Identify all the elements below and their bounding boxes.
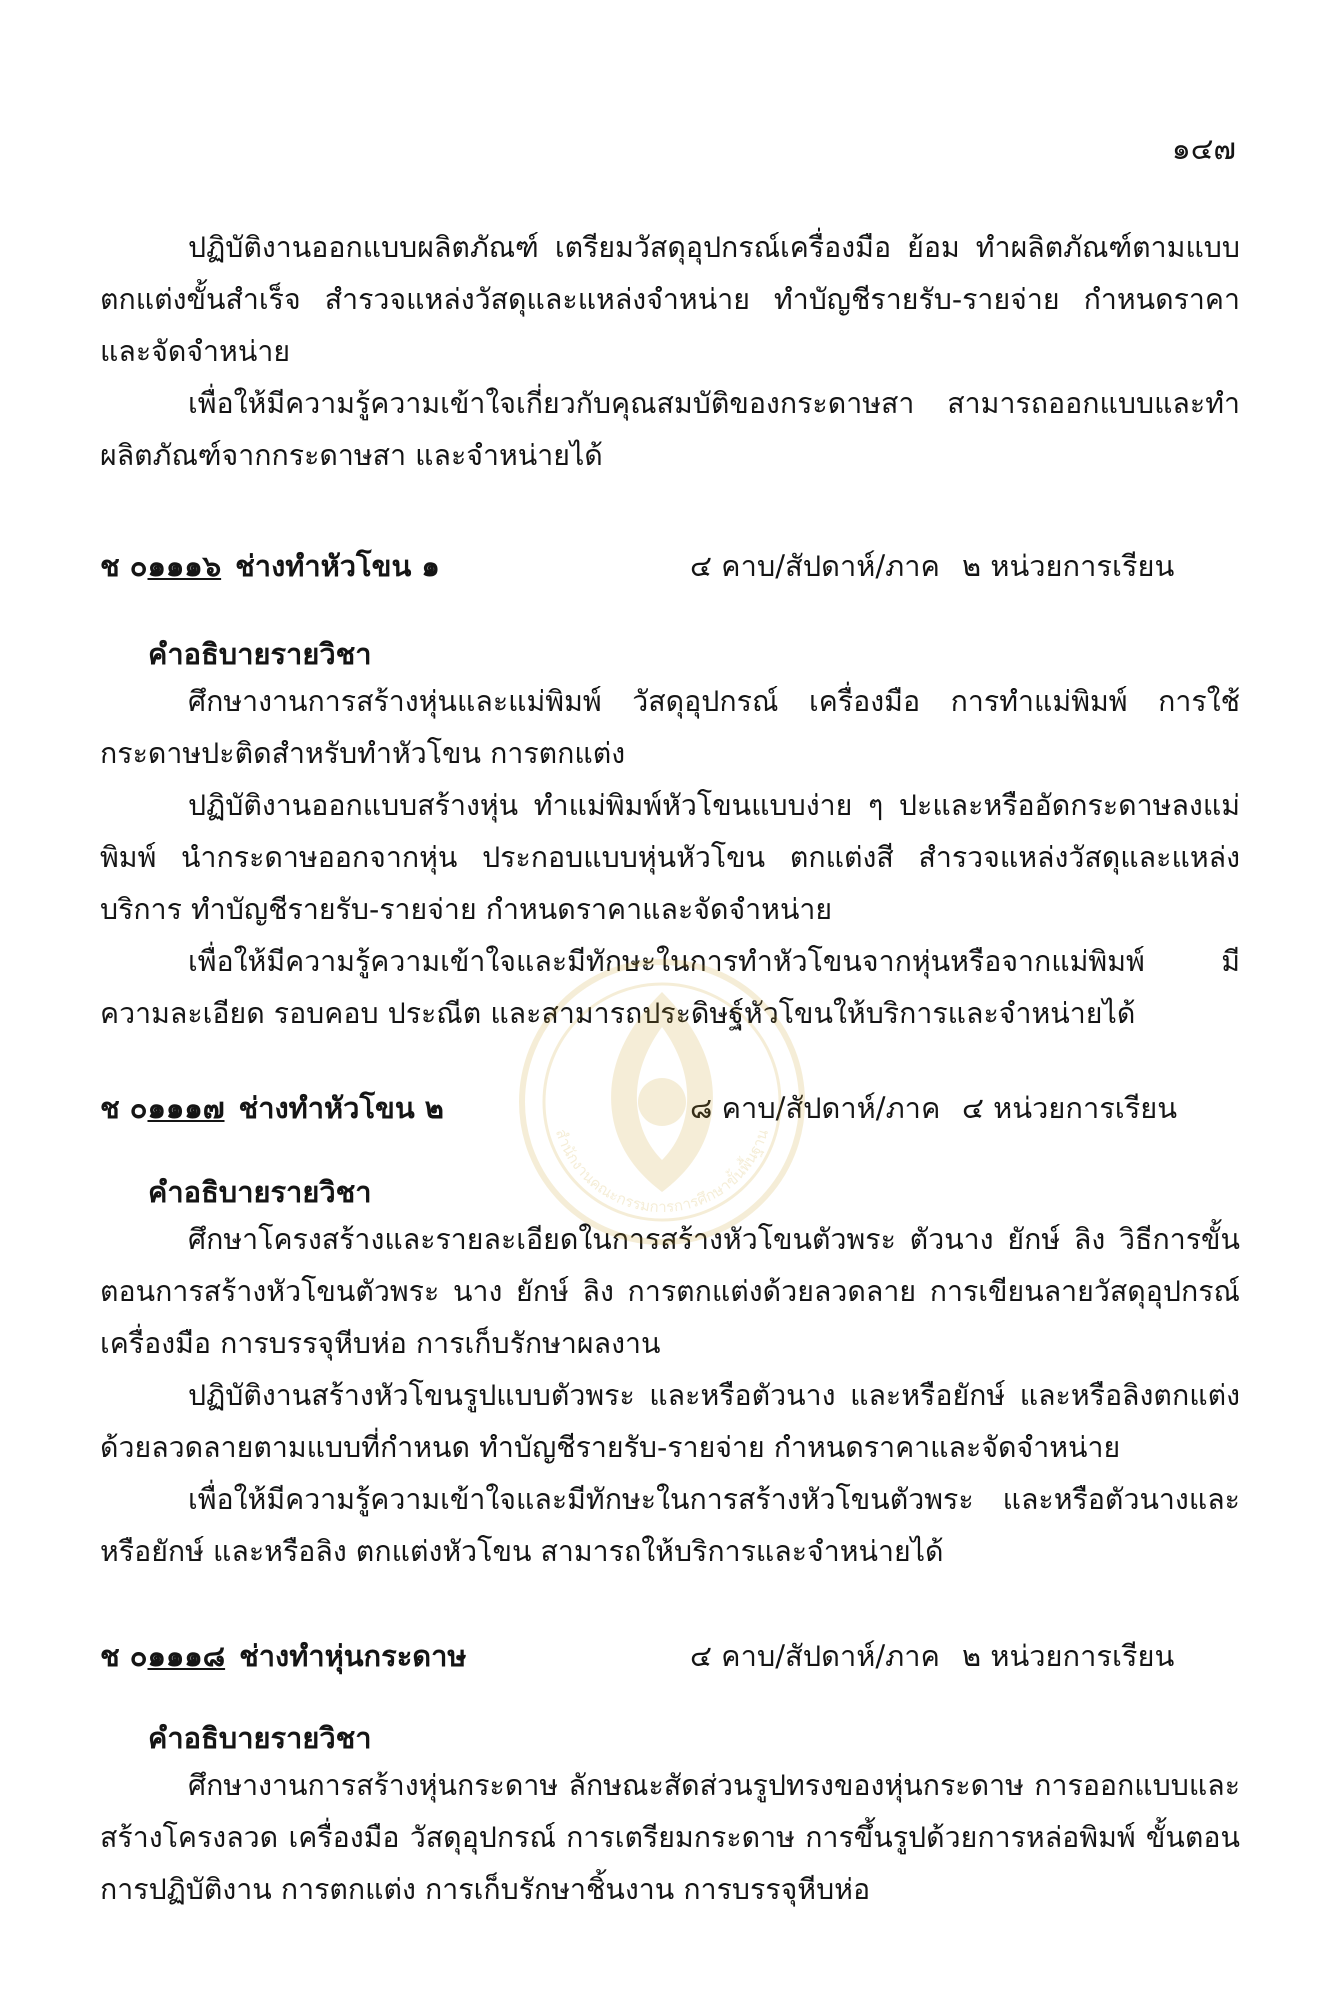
course-hours: ๔ คาบ/สัปดาห์/ภาค — [690, 549, 940, 583]
intro-block — [100, 222, 1240, 482]
paragraph: เพื่อให้มีความรู้ความเข้าใจเกี่ยวกับคุณสมบัติของกระดาษสา สามารถออกแบบและทำผลิตภัณฑ์จากกระดาษสา และจำหน่ายได้ — [100, 387, 1240, 472]
watermark-seal-icon — [512, 952, 812, 1252]
description-heading: คำอธิบายรายวิชา — [148, 1175, 372, 1209]
paragraph: ปฏิบัติงานสร้างหัวโขนรูปแบบตัวพระ และหรือตัวนาง และหรือยักษ์ และหรือลิงตกแต่งด้วยลวดลายตามแบบที่กำหนด ทำบัญชีรายรับ-รายจ่าย กำหนดราคาและจัดจำหน่าย — [100, 1379, 1240, 1464]
description-heading: คำอธิบายรายวิชา — [148, 637, 372, 671]
paragraph: ศึกษาโครงสร้างและรายละเอียดในการสร้างหัวโขนตัวพระ ตัวนาง ยักษ์ ลิง วิธีการขั้นตอนการสร้างหัวโขนตัวพระ นาง ยักษ์ ลิง การตกแต่งด้วยลวดลาย การเขียนลายวัสดุอุปกรณ์ เครื่องมือ การบรรจุหีบห่อ การเก็บรักษาผลงาน — [100, 1223, 1240, 1360]
paragraph: ศึกษางานการสร้างหุ่นกระดาษ ลักษณะสัดส่วนรูปทรงของหุ่นกระดาษ การออกแบบและสร้างโครงลวด เครื่องมือ วัสดุอุปกรณ์ การเตรียมกระดาษ การขึ้นรูปด้วยการหล่อพิมพ์ ขั้นตอนการปฏิบัติงาน การตกแต่ง การเก็บรักษาชิ้นงาน การบรรจุหีบห่อ — [100, 1769, 1240, 1906]
paragraph: ปฏิบัติงานออกแบบสร้างหุ่น ทำแม่พิมพ์หัวโขนแบบง่าย ๆ ปะและหรืออัดกระดาษลงแม่พิมพ์ นำกระดาษออกจากหุ่น ประกอบแบบหุ่นหัวโขน ตกแต่งสี สำรวจแหล่งวัสดุและแหล่งบริการ ทำบัญชีรายรับ-รายจ่าย กำหนดราคาและจัดจำหน่าย — [100, 789, 1240, 926]
course-credits: ๔ หน่วยการเรียน — [962, 1091, 1178, 1125]
course-heading — [100, 1630, 1240, 1682]
course-credits: ๒ หน่วยการเรียน — [962, 1639, 1175, 1673]
course-code-and-title: ช ๐๑๑๑๘ ช่างทำหุ่นกระดาษ — [100, 1639, 467, 1673]
watermark-text: สำนักงานคณะกรรมการการศึกษาขั้นพื้นฐาน — [551, 1126, 772, 1216]
paragraph: ปฏิบัติงานออกแบบผลิตภัณฑ์ เตรียมวัสดุอุปกรณ์เครื่องมือ ย้อม ทำผลิตภัณฑ์ตามแบบ ตกแต่งขั้นสำเร็จ สำรวจแหล่งวัสดุและแหล่งจำหน่าย ทำบัญชีรายรับ-รายจ่าย กำหนดราคาและจัดจำหน่าย — [100, 231, 1240, 368]
course-heading — [100, 540, 1240, 592]
course-description — [100, 1760, 1240, 1916]
page-number: ๑๔๗ — [1171, 132, 1236, 167]
paragraph: ศึกษางานการสร้างหุ่นและแม่พิมพ์ วัสดุอุปกรณ์ เครื่องมือ การทำแม่พิมพ์ การใช้กระดาษปะติดสำหรับทำหัวโขน การตกแต่ง — [100, 685, 1240, 770]
description-heading: คำอธิบายรายวิชา — [148, 1721, 372, 1755]
course-hours: ๘ คาบ/สัปดาห์/ภาค — [690, 1091, 941, 1125]
course-description — [100, 1214, 1240, 1578]
paragraph: เพื่อให้มีความรู้ความเข้าใจและมีทักษะในการสร้างหัวโขนตัวพระ และหรือตัวนางและหรือยักษ์ และหรือลิง ตกแต่งหัวโขน สามารถให้บริการและจำหน่ายได้ — [100, 1483, 1240, 1568]
course-code-and-title: ช ๐๑๑๑๖ ช่างทำหัวโขน ๑ — [100, 549, 440, 583]
course-code-and-title: ช ๐๑๑๑๗ ช่างทำหัวโขน ๒ — [100, 1091, 444, 1125]
course-credits: ๒ หน่วยการเรียน — [962, 549, 1175, 583]
course-hours: ๔ คาบ/สัปดาห์/ภาค — [690, 1639, 940, 1673]
paragraph: เพื่อให้มีความรู้ความเข้าใจและมีทักษะในการทำหัวโขนจากหุ่นหรือจากแม่พิมพ์ มีความละเอียด รอบคอบ ประณีต และสามารถประดิษฐ์หัวโขนให้บริการและจำหน่ายได้ — [100, 945, 1240, 1030]
